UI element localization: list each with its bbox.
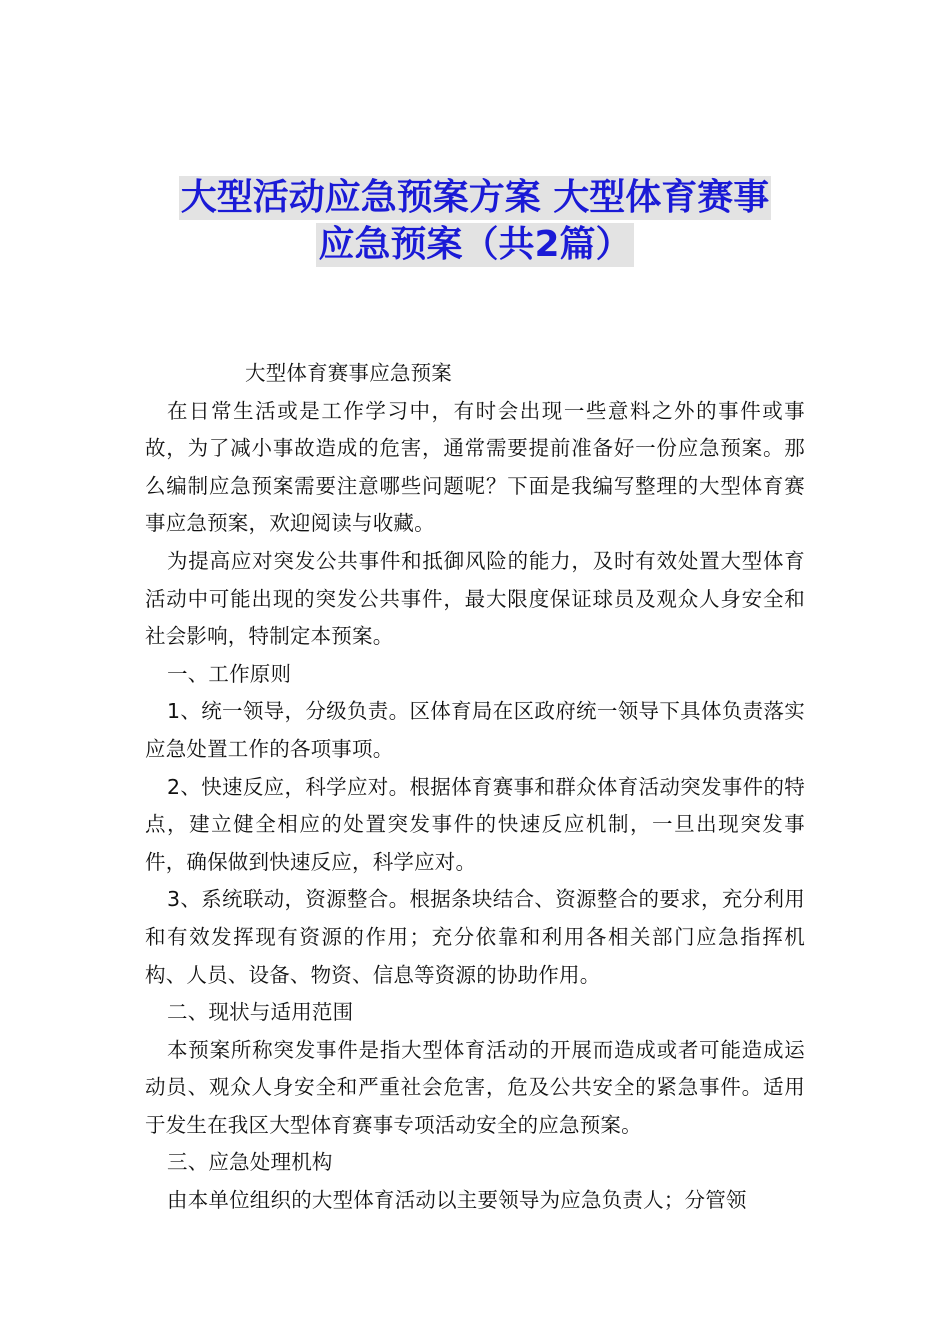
document-title bbox=[0, 176, 950, 267]
section-heading-organization: 三、应急处理机构 bbox=[167, 1150, 333, 1175]
paragraph-organization: 由本单位组织的大型体育活动以主要领导为应急负责人；分管领 bbox=[167, 1188, 747, 1213]
section-subtitle: 大型体育赛事应急预案 bbox=[245, 361, 452, 385]
section-heading-scope: 二、现状与适用范围 bbox=[167, 1000, 354, 1025]
paragraph-purpose: 为提高应对突发公共事件和抵御风险的能力，及时有效处置大型体育活动中可能出现的突发公共事件，最大限度保证球员及观众人身安全和社会影响，特制定本预案。 bbox=[145, 548, 805, 649]
paragraph-principle-3: 3、系统联动，资源整合。根据条块结合、资源整合的要求，充分利用和有效发挥现有资源的作用；充分依靠和利用各相关部门应急指挥机构、人员、设备、物资、信息等资源的协助作用。 bbox=[145, 887, 805, 987]
title-line-1: 大型活动应急预案方案 大型体育赛事 bbox=[180, 177, 770, 218]
paragraph-principle-1: 1、统一领导，分级负责。区体育局在区政府统一领导下具体负责落实应急处置工作的各项事项。 bbox=[145, 699, 805, 761]
paragraph-scope: 本预案所称突发事件是指大型体育活动的开展而造成或者可能造成运动员、观众人身安全和严重社会危害，危及公共安全的紧急事件。适用于发生在我区大型体育赛事专项活动安全的应急预案。 bbox=[145, 1037, 805, 1137]
document-body bbox=[145, 355, 805, 1220]
section-heading-principles: 一、工作原则 bbox=[167, 661, 292, 686]
title-line-2: 应急预案（共2篇） bbox=[318, 224, 632, 265]
paragraph-intro: 在日常生活或是工作学习中，有时会出现一些意料之外的事件或事故，为了减小事故造成的危害，通常需要提前准备好一份应急预案。那么编制应急预案需要注意哪些问题呢？下面是我编写整理的大型体育赛事应急预案，欢迎阅读与收藏。 bbox=[145, 398, 805, 536]
paragraph-principle-2: 2、快速反应，科学应对。根据体育赛事和群众体育活动突发事件的特点，建立健全相应的处置突发事件的快速反应机制，一旦出现突发事件，确保做到快速反应，科学应对。 bbox=[145, 774, 805, 874]
